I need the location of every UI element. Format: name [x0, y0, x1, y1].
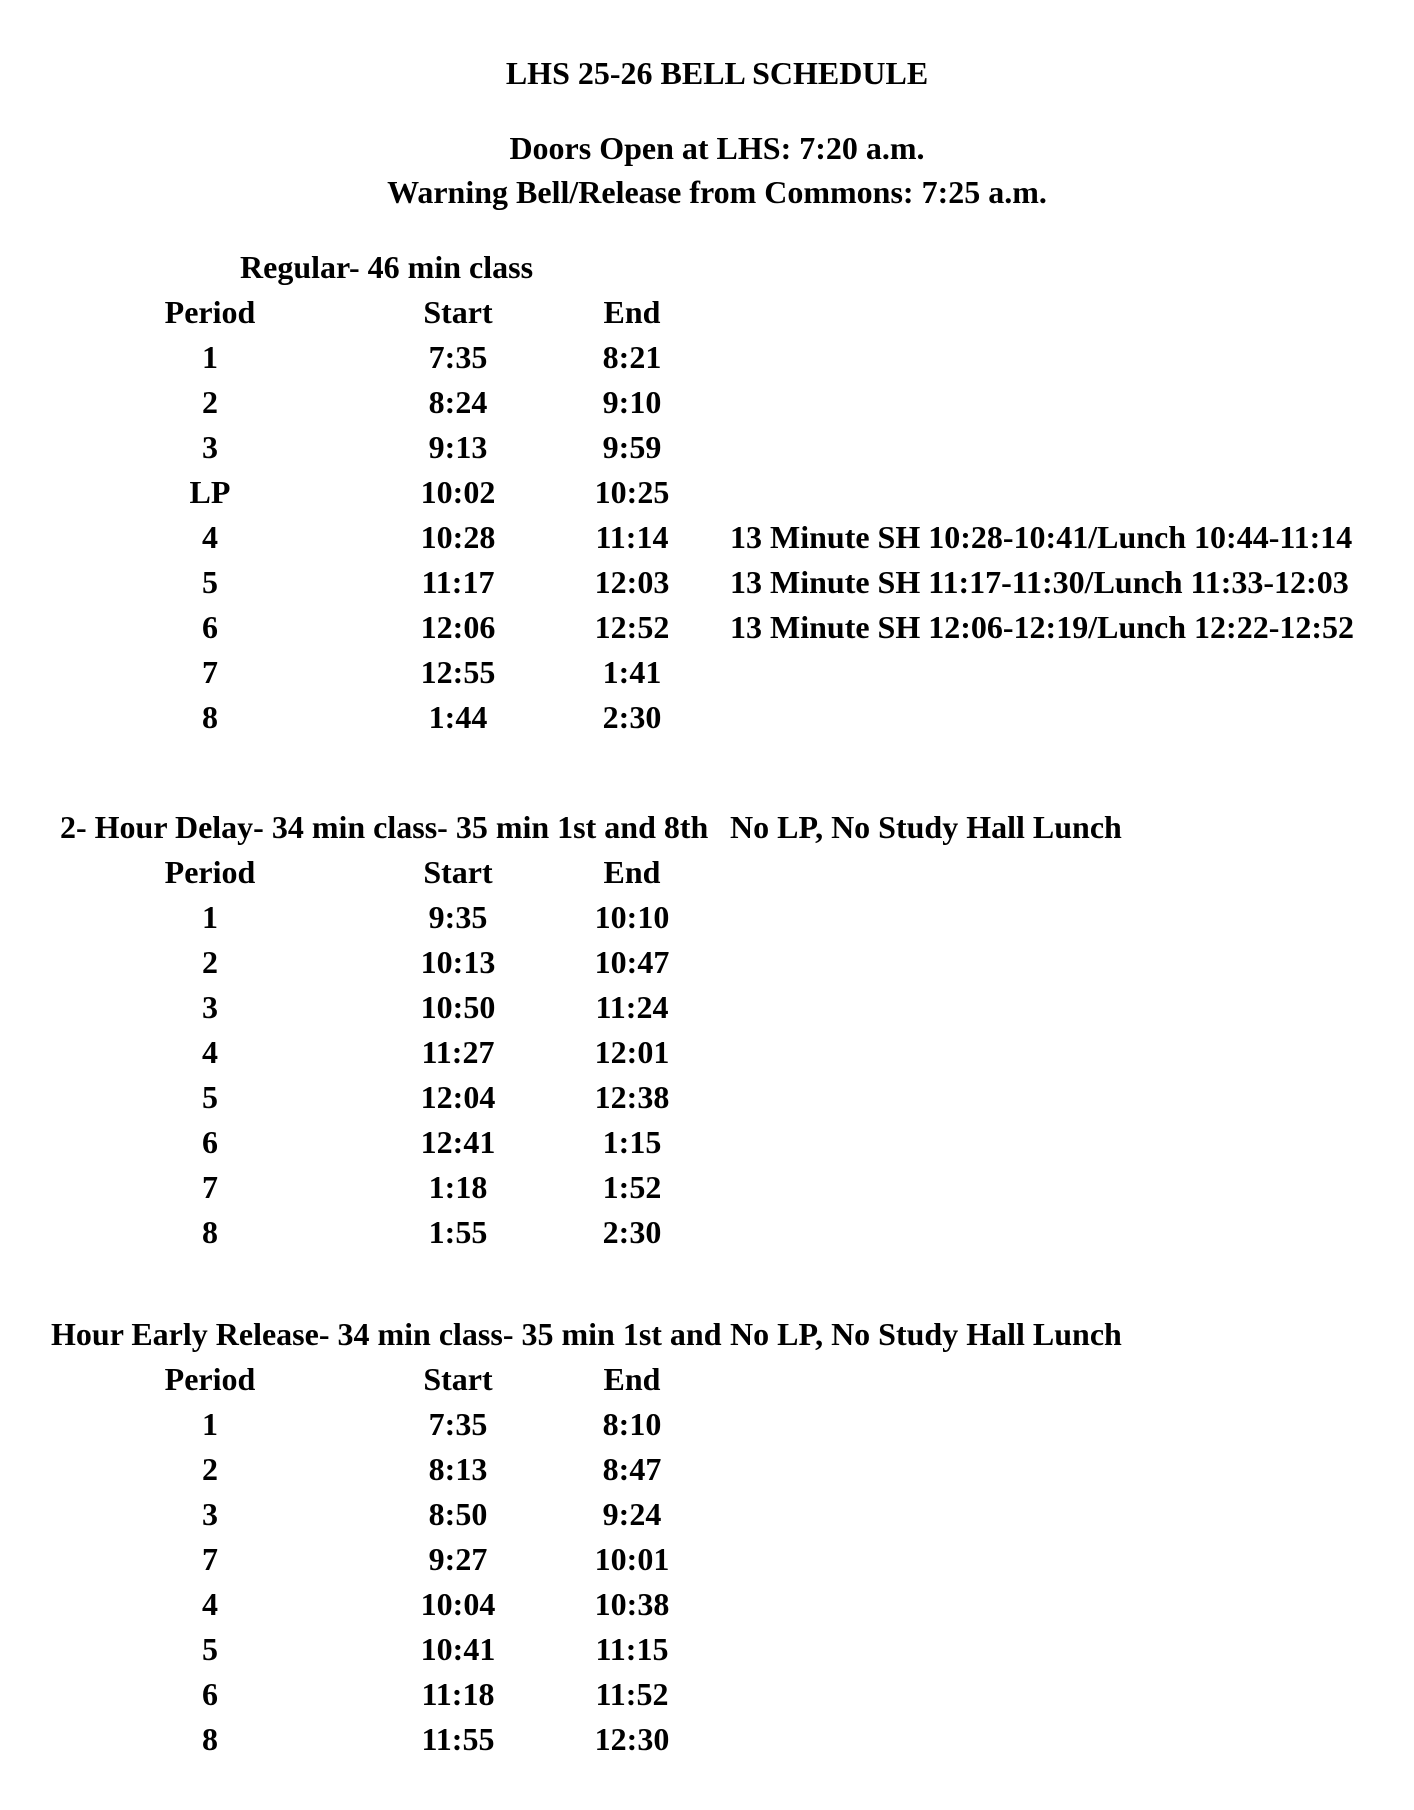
regular-row-note: 13 Minute SH 11:17-11:30/Lunch 11:33-12:03 [730, 564, 1349, 600]
early-row-start: 7:35 [428, 1406, 488, 1442]
page-title: LHS 25-26 BELL SCHEDULE [505, 55, 929, 91]
regular-row-end: 8:21 [602, 339, 662, 375]
early-row-period: 5 [202, 1631, 218, 1667]
regular-row-period: 7 [202, 654, 218, 690]
early-release-heading: Hour Early Release- 34 min class- 35 min 1st and [51, 1316, 722, 1352]
regular-row-end: 11:14 [595, 519, 669, 555]
early-row-end: 8:10 [602, 1406, 662, 1442]
delay-row-period: 8 [202, 1214, 218, 1250]
early-row-end: 8:47 [602, 1451, 662, 1487]
delay-header-period: Period [164, 854, 256, 890]
regular-header-start: Start [423, 294, 493, 330]
delay-row-end: 1:52 [602, 1169, 662, 1205]
regular-row-note: 13 Minute SH 12:06-12:19/Lunch 12:22-12:52 [730, 609, 1354, 645]
delay-schedule-note: No LP, No Study Hall Lunch [730, 809, 1122, 845]
delay-row-end: 2:30 [602, 1214, 662, 1250]
regular-row-period: 1 [202, 339, 218, 375]
early-row-start: 9:27 [428, 1541, 488, 1577]
delay-row-start: 12:04 [420, 1079, 496, 1115]
early-row-period: 1 [202, 1406, 218, 1442]
delay-schedule-heading: 2- Hour Delay- 34 min class- 35 min 1st and 8th [60, 809, 709, 845]
delay-row-period: 7 [202, 1169, 218, 1205]
regular-row-period: 8 [202, 699, 218, 735]
delay-row-start: 10:13 [420, 944, 496, 980]
regular-row-end: 9:59 [602, 429, 662, 465]
early-row-end: 10:38 [594, 1586, 670, 1622]
regular-row-start: 11:17 [421, 564, 495, 600]
regular-row-start: 12:55 [420, 654, 496, 690]
early-header-start: Start [423, 1361, 493, 1397]
early-row-end: 10:01 [594, 1541, 670, 1577]
delay-row-start: 10:50 [420, 989, 496, 1025]
early-header-end: End [603, 1361, 661, 1397]
regular-row-start: 10:02 [420, 474, 496, 510]
early-header-period: Period [164, 1361, 256, 1397]
regular-row-period: 2 [202, 384, 218, 420]
delay-header-start: Start [423, 854, 493, 890]
regular-row-period: 4 [202, 519, 218, 555]
early-row-period: 3 [202, 1496, 218, 1532]
delay-row-end: 10:47 [594, 944, 670, 980]
doors-open-notice: Doors Open at LHS: 7:20 a.m. [509, 130, 925, 166]
regular-header-end: End [603, 294, 661, 330]
early-row-period: 6 [202, 1676, 218, 1712]
regular-row-start: 9:13 [428, 429, 488, 465]
early-row-period: 4 [202, 1586, 218, 1622]
delay-row-start: 1:55 [428, 1214, 488, 1250]
regular-row-period: 5 [202, 564, 218, 600]
regular-row-start: 8:24 [428, 384, 488, 420]
early-row-end: 9:24 [602, 1496, 662, 1532]
regular-row-period: 3 [202, 429, 218, 465]
early-row-start: 11:55 [421, 1721, 495, 1757]
regular-row-end: 2:30 [602, 699, 662, 735]
delay-row-period: 4 [202, 1034, 218, 1070]
delay-row-end: 12:38 [594, 1079, 670, 1115]
regular-row-period: LP [189, 474, 231, 510]
regular-row-start: 12:06 [420, 609, 496, 645]
regular-row-end: 12:03 [594, 564, 670, 600]
regular-row-end: 10:25 [594, 474, 670, 510]
delay-row-start: 9:35 [428, 899, 488, 935]
delay-row-start: 11:27 [421, 1034, 495, 1070]
early-row-end: 11:52 [595, 1676, 669, 1712]
regular-row-end: 12:52 [594, 609, 670, 645]
warning-bell-notice: Warning Bell/Release from Commons: 7:25 a.m. [387, 174, 1047, 210]
delay-row-period: 6 [202, 1124, 218, 1160]
delay-row-end: 10:10 [594, 899, 670, 935]
delay-row-start: 1:18 [428, 1169, 488, 1205]
delay-row-period: 3 [202, 989, 218, 1025]
early-row-start: 8:13 [428, 1451, 488, 1487]
regular-header-period: Period [164, 294, 256, 330]
delay-row-end: 12:01 [594, 1034, 670, 1070]
early-row-start: 10:04 [420, 1586, 496, 1622]
regular-schedule-heading: Regular- 46 min class [240, 249, 534, 285]
early-row-start: 8:50 [428, 1496, 488, 1532]
early-row-period: 2 [202, 1451, 218, 1487]
regular-row-start: 10:28 [420, 519, 496, 555]
early-row-period: 7 [202, 1541, 218, 1577]
regular-row-end: 9:10 [602, 384, 662, 420]
delay-row-period: 5 [202, 1079, 218, 1115]
regular-row-note: 13 Minute SH 10:28-10:41/Lunch 10:44-11:14 [730, 519, 1353, 555]
regular-row-start: 1:44 [428, 699, 488, 735]
delay-row-period: 1 [202, 899, 218, 935]
delay-row-start: 12:41 [420, 1124, 496, 1160]
early-row-end: 11:15 [595, 1631, 669, 1667]
early-row-period: 8 [202, 1721, 218, 1757]
early-row-start: 11:18 [421, 1676, 495, 1712]
regular-row-end: 1:41 [602, 654, 662, 690]
delay-row-end: 11:24 [595, 989, 669, 1025]
regular-row-start: 7:35 [428, 339, 488, 375]
early-release-note: No LP, No Study Hall Lunch [730, 1316, 1122, 1352]
regular-row-period: 6 [202, 609, 218, 645]
early-row-end: 12:30 [594, 1721, 670, 1757]
delay-row-end: 1:15 [602, 1124, 662, 1160]
early-row-start: 10:41 [420, 1631, 496, 1667]
delay-header-end: End [603, 854, 661, 890]
delay-row-period: 2 [202, 944, 218, 980]
